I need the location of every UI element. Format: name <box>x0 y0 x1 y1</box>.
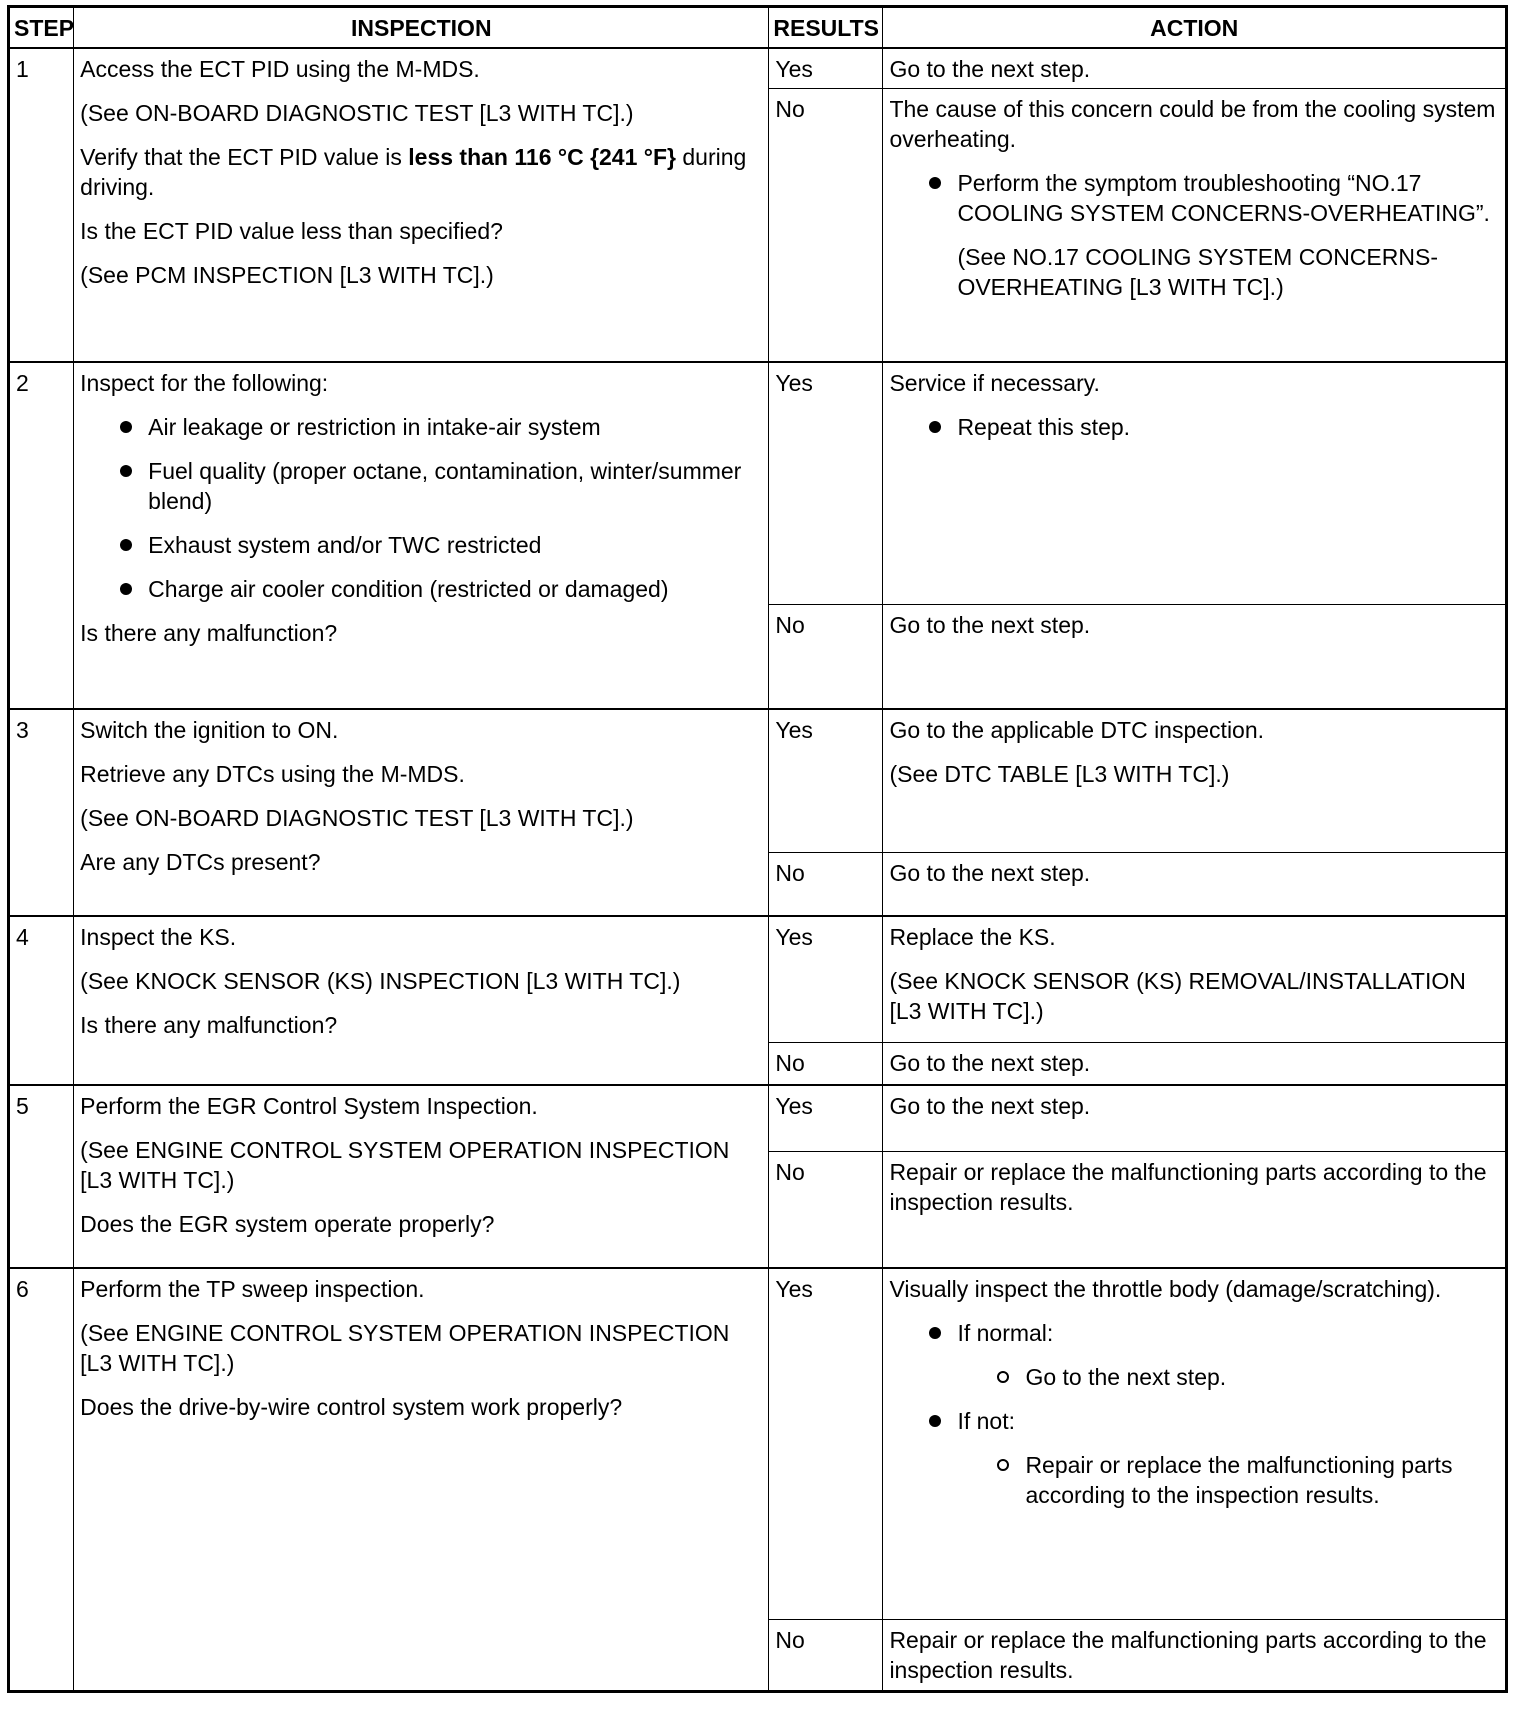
inspection-reference: (See ENGINE CONTROL SYSTEM OPERATION INSPECTION [L3 WITH TC].) <box>80 1319 730 1376</box>
table-row <box>9 709 1507 853</box>
inspection-text: Access the ECT PID using the M-MDS. <box>80 56 480 82</box>
list-item: If normal: Go to the next step. <box>889 1318 1499 1392</box>
inspection-question: Does the EGR system operate properly? <box>80 1210 495 1237</box>
header-step: STEP <box>9 7 74 49</box>
action-text: Service if necessary. <box>889 369 1100 396</box>
header-results: RESULTS <box>769 7 883 49</box>
list-item: Repeat this step. <box>889 412 1499 442</box>
inspection-cell <box>74 1268 769 1692</box>
inspection-text: Inspect for the following: <box>80 369 329 396</box>
inspection-reference: (See PCM INSPECTION [L3 WITH TC].) <box>80 262 494 288</box>
inspection-question: Is there any malfunction? <box>80 1011 338 1038</box>
result-yes: Yes <box>769 1268 883 1620</box>
action-list <box>889 168 1499 302</box>
inspection-question: Is the ECT PID value less than specified? <box>80 218 503 244</box>
action-cell <box>883 362 1507 605</box>
inspection-question: Is there any malfunction? <box>80 619 338 646</box>
list-item: Fuel quality (proper octane, contamination, winter/summer blend) <box>80 456 762 516</box>
list-item: Repair or replace the malfunctioning parts according to the inspection results. <box>957 1450 1499 1510</box>
action-cell: Go to the next step. <box>883 605 1507 709</box>
list-item: Exhaust system and/or TWC restricted <box>80 530 762 560</box>
inspection-cell <box>74 1085 769 1268</box>
header-action: ACTION <box>883 7 1507 49</box>
inspection-cell <box>74 709 769 916</box>
result-no: No <box>769 1620 883 1692</box>
inspection-cell <box>74 916 769 1085</box>
action-cell <box>883 1268 1507 1620</box>
result-no: No <box>769 1152 883 1268</box>
inspection-reference: (See ON-BOARD DIAGNOSTIC TEST [L3 WITH TC].) <box>80 100 634 126</box>
result-yes: Yes <box>769 709 883 853</box>
result-no: No <box>769 89 883 362</box>
action-cell: Go to the next step. <box>883 1085 1507 1152</box>
list-item: If not: Repair or replace the malfunctioning parts according to the inspection results. <box>889 1406 1499 1510</box>
step-number: 6 <box>9 1268 74 1692</box>
action-cell: Go to the next step. <box>883 48 1507 89</box>
action-cell <box>883 89 1507 362</box>
inspection-text: Verify that the ECT PID value is less than 116 °C {241 °F} during driving. <box>80 144 747 200</box>
action-sublist <box>957 1362 1499 1392</box>
inspection-reference: (See KNOCK SENSOR (KS) INSPECTION [L3 WITH TC].) <box>80 967 681 994</box>
inspection-cell <box>74 48 769 362</box>
inspection-text: Inspect the KS. <box>80 923 237 950</box>
action-cell: Repair or replace the malfunctioning parts according to the inspection results. <box>883 1152 1507 1268</box>
inspection-reference: (See ENGINE CONTROL SYSTEM OPERATION INSPECTION [L3 WITH TC].) <box>80 1136 730 1193</box>
header-inspection: INSPECTION <box>74 7 769 49</box>
action-sublist <box>957 1450 1499 1510</box>
result-yes: Yes <box>769 48 883 89</box>
table-row <box>9 1268 1507 1620</box>
list-item: Perform the symptom troubleshooting “NO.17 COOLING SYSTEM CONCERNS-OVERHEATING”. (See NO.17 COOLING SYSTEM CONCERNS-OVERHEATING [L3 WITH TC].) <box>889 168 1499 302</box>
inspection-reference: (See ON-BOARD DIAGNOSTIC TEST [L3 WITH TC].) <box>80 804 634 831</box>
list-item: Air leakage or restriction in intake-air system <box>80 412 762 442</box>
step-number: 5 <box>9 1085 74 1268</box>
inspection-question: Are any DTCs present? <box>80 848 321 875</box>
step-number: 4 <box>9 916 74 1085</box>
action-reference: (See KNOCK SENSOR (KS) REMOVAL/INSTALLATION [L3 WITH TC].) <box>889 967 1466 1024</box>
inspection-question: Does the drive-by-wire control system work properly? <box>80 1393 623 1420</box>
list-item: Charge air cooler condition (restricted or damaged) <box>80 574 762 604</box>
step-number: 1 <box>9 48 74 362</box>
action-list <box>889 412 1499 442</box>
step-number: 2 <box>9 362 74 709</box>
list-item: Go to the next step. <box>957 1362 1499 1392</box>
diagnostic-table <box>7 5 1508 1693</box>
inspection-cell <box>74 362 769 709</box>
result-yes: Yes <box>769 1085 883 1152</box>
action-text: The cause of this concern could be from the cooling system overheating. <box>889 96 1496 152</box>
action-text: Visually inspect the throttle body (damage/scratching). <box>889 1275 1442 1302</box>
action-cell: Repair or replace the malfunctioning parts according to the inspection results. <box>883 1620 1507 1692</box>
action-cell: Go to the next step. <box>883 1043 1507 1085</box>
inspection-text: Perform the TP sweep inspection. <box>80 1275 425 1302</box>
action-reference: (See NO.17 COOLING SYSTEM CONCERNS-OVERHEATING [L3 WITH TC].) <box>957 244 1438 300</box>
result-yes: Yes <box>769 362 883 605</box>
action-text: Replace the KS. <box>889 923 1056 950</box>
table-row <box>9 362 1507 605</box>
table-row <box>9 1085 1507 1152</box>
result-yes: Yes <box>769 916 883 1043</box>
result-no: No <box>769 853 883 916</box>
spec-value: less than 116 °C {241 °F} <box>408 144 676 170</box>
result-no: No <box>769 1043 883 1085</box>
action-cell: Go to the next step. <box>883 853 1507 916</box>
header-row <box>9 7 1507 49</box>
step-number: 3 <box>9 709 74 916</box>
result-no: No <box>769 605 883 709</box>
inspection-text: Retrieve any DTCs using the M-MDS. <box>80 760 465 787</box>
inspection-text: Perform the EGR Control System Inspection. <box>80 1092 538 1119</box>
action-text: Go to the applicable DTC inspection. <box>889 716 1265 743</box>
action-reference: (See DTC TABLE [L3 WITH TC].) <box>889 760 1230 787</box>
inspection-list <box>80 412 762 604</box>
table-row <box>9 48 1507 89</box>
table-row <box>9 916 1507 1043</box>
action-list <box>889 1318 1499 1510</box>
action-cell <box>883 916 1507 1043</box>
action-cell <box>883 709 1507 853</box>
inspection-text: Switch the ignition to ON. <box>80 716 339 743</box>
